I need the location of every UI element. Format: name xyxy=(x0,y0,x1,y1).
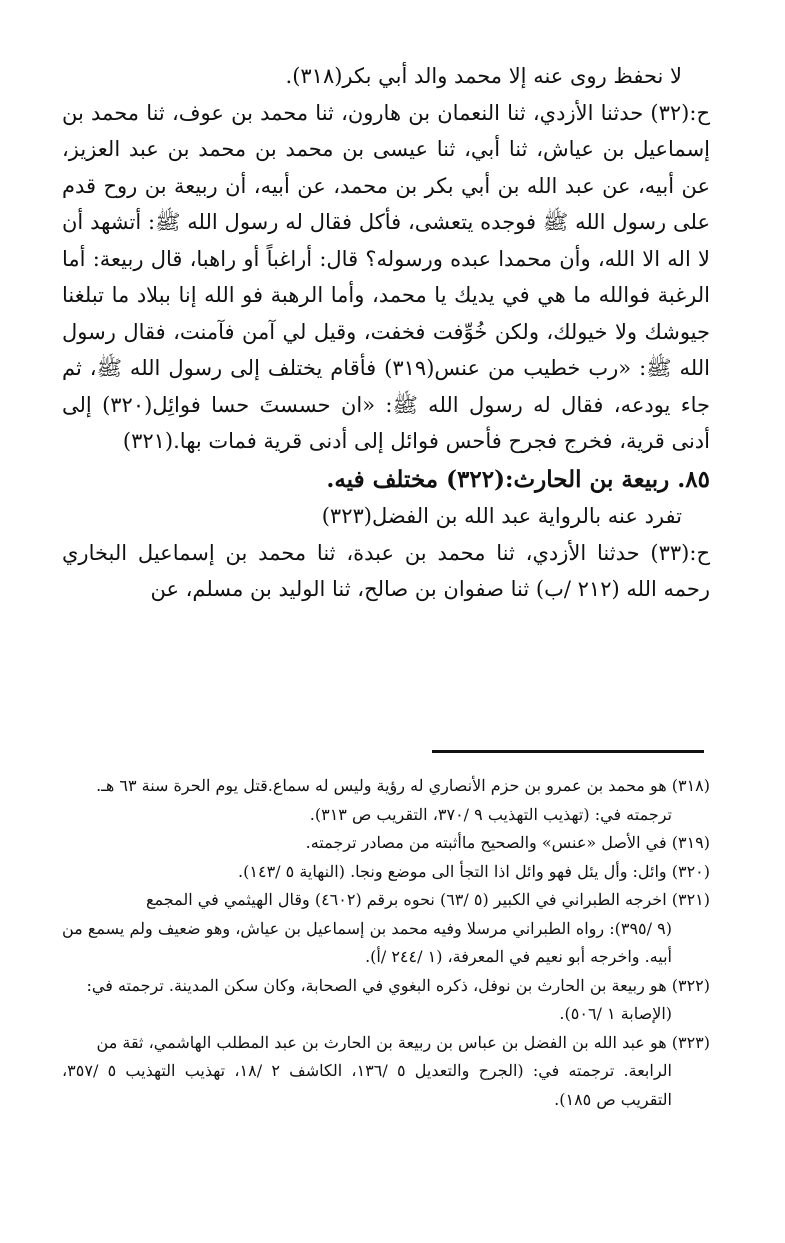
footnote-323-cont: الرابعة. ترجمته في: (الجرح والتعديل ٥ /١٣٦، الكاشف ٢ /١٨، تهذيب التهذيب ٥ /٣٥٧، التقريب ص ١٨٥). xyxy=(62,1061,672,1109)
footnotes xyxy=(62,772,710,1114)
footnote-318-cont: ترجمته في: (تهذيب التهذيب ٩ /٣٧٠، التقريب ص ٣١٣). xyxy=(309,804,672,824)
footnote-320: (٣٢٠) وائل: وأل يئل فهو وائل اذا التجأ الى موضع ونجا. (النهاية ٥ /١٤٣). xyxy=(238,861,710,881)
hadith-33: ح:(٣٣) حدثنا الأزدي، ثنا محمد بن عبدة، ثنا محمد بن إسماعيل البخاري رحمه الله (٢١٢ /ب) ثنا صفوان بن صالح، ثنا الوليد بن مسلم، عن xyxy=(62,540,710,601)
intro-line: لا نحفظ روى عنه إلا محمد والد أبي بكر(٣١٨). xyxy=(285,64,682,88)
footnote-321-cont: (٩ /٣٩٥): رواه الطبراني مرسلا وفيه محمد بن إسماعيل بن عياش، وهو ضعيف ولم يسمع من أبيه. واخرجه أبو نعيم في المعرفة، (١ /٢٤٤ /أ). xyxy=(62,918,672,966)
footnote-divider xyxy=(432,750,704,753)
main-text xyxy=(62,58,710,608)
section-note: تفرد عنه بالرواية عبد الله بن الفضل(٣٢٣) xyxy=(321,504,682,528)
footnote-323: (٣٢٣) هو عبد الله بن الفضل بن عباس بن ربيعة بن الحارث بن عبد المطلب الهاشمي، ثقة من xyxy=(96,1032,710,1052)
section-heading: ٨٥. ربيعة بن الحارث:(٣٢٢) مختلف فيه. xyxy=(326,465,710,493)
footnote-319: (٣١٩) في الأصل «عنس» والصحيح ماأثبته من مصادر ترجمته. xyxy=(305,833,710,852)
footnote-318: (٣١٨) هو محمد بن عمرو بن حزم الأنصاري له رؤية وليس له سماع.قتل يوم الحرة سنة ٦٣ هـ. xyxy=(96,776,710,795)
hadith-32: ح:(٣٢) حدثنا الأزدي، ثنا النعمان بن هارون، ثنا محمد بن عوف، ثنا محمد بن إسماعيل بن عياش، ثنا أبي، ثنا عيسى بن محمد بن محمد بن عبد العزيز، عن أبيه، عن عبد الله بن أبي بكر بن محمد، عن أبيه، أن ربيعة بن روح قدم على رسول الله ﷺ فوجده يتعشى، فأكل فقال له رسول الله ﷺ: أتشهد أن لا اله الا الله، وأن محمدا عبده ورسوله؟ قال: أراغباً أو راهبا، قال ربيعة: أما الرغبة فوالله ما هي في يديك يا محمد، وأما الرهبة فو الله إنا ببلاد ما تبلغنا جيوشك ولا خيولك، ولكن خُوِّفت فخفت، وقيل لي آمن فآمنت، فقال رسول الله ﷺ: «رب خطيب من عنس(٣١٩) فأقام يختلف إلى رسول الله ﷺ، ثم جاء يودعه، فقال له رسول الله ﷺ: «ان حسستَ حسا فوائِل(٣٢٠) إلى أدنى قرية، فخرج فجرح فأحس فوائل إلى أدنى قرية فمات بها.(٣٢١) xyxy=(62,100,710,453)
footnote-322-cont: (الإصابة ١ /٥٠٦). xyxy=(559,1004,672,1023)
footnote-322: (٣٢٢) هو ربيعة بن الحارث بن نوفل، ذكره البغوي في الصحابة، وكان سكن المدينة. ترجمته في: xyxy=(86,975,710,995)
footnote-321: (٣٢١) اخرجه الطبراني في الكبير (٥ /٦٣) نحوه برقم (٤٦٠٢) وقال الهيثمي في المجمع xyxy=(146,890,710,909)
